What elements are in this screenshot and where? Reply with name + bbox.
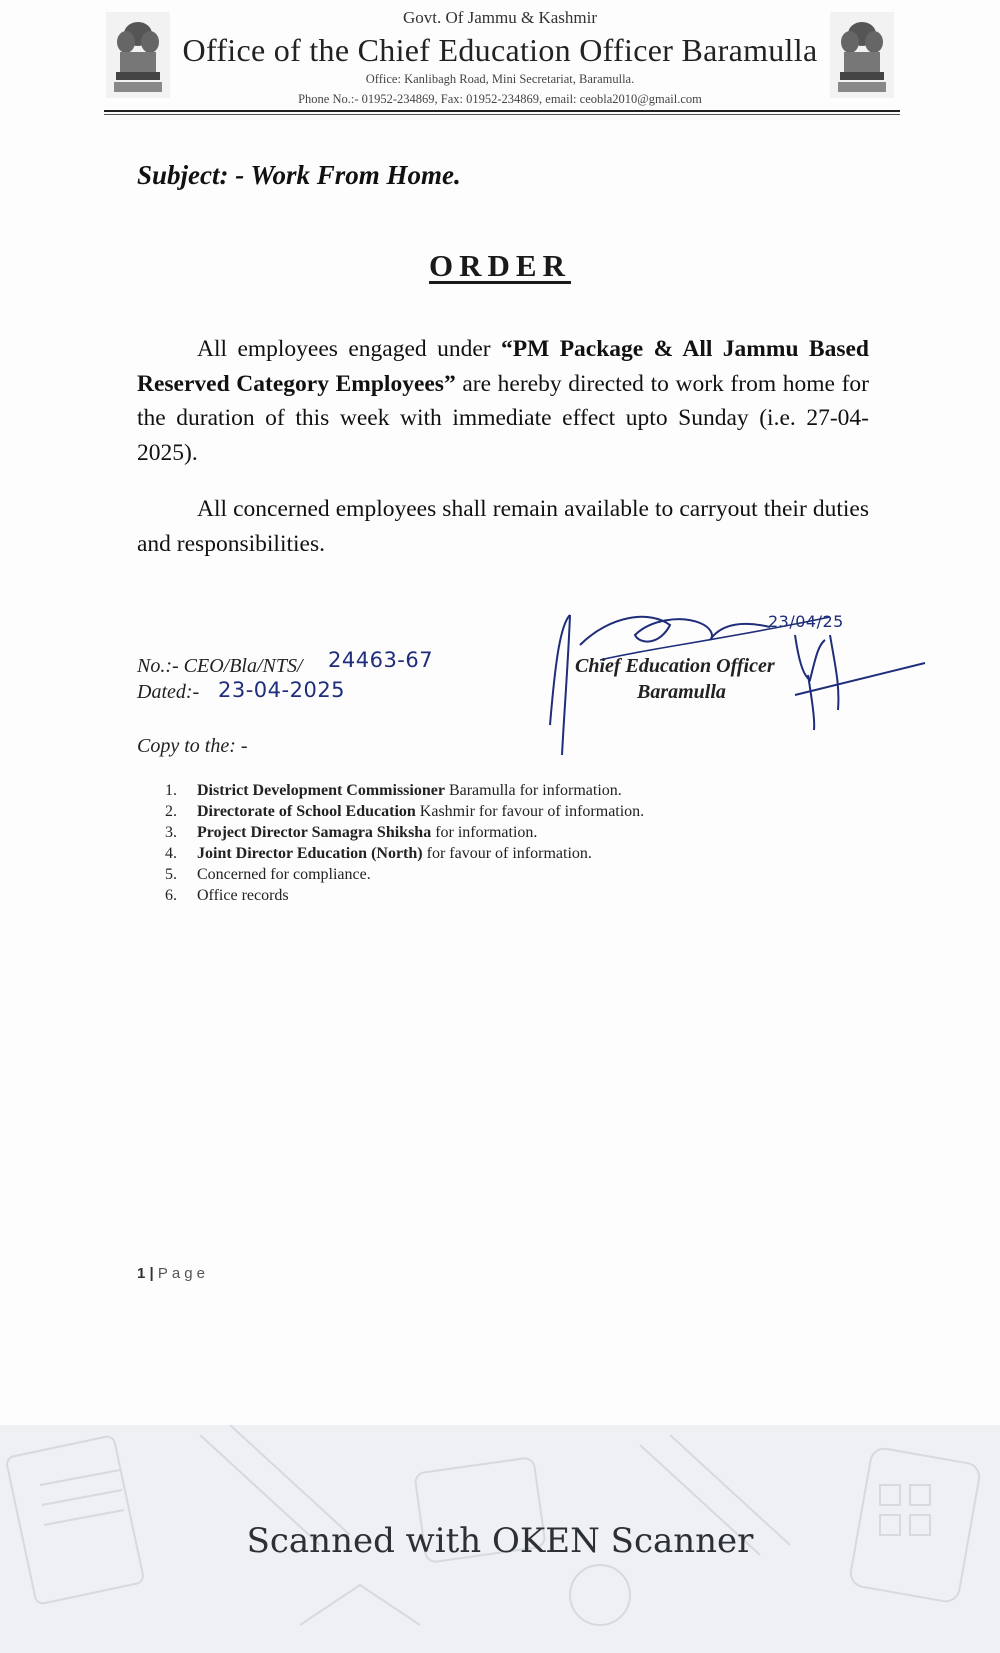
para1-emphasis: “PM Package & All Jammu Based Reserved Category Employees” xyxy=(137,336,870,397)
copy-to-label: Copy to the: - xyxy=(137,735,248,757)
list-item xyxy=(165,885,644,906)
letterhead-govt: Govt. Of Jammu & Kashmir xyxy=(402,8,598,27)
list-number: 2. xyxy=(165,803,177,820)
list-item xyxy=(165,843,644,864)
reference-number-label: No.:- CEO/Bla/NTS/ xyxy=(137,655,303,677)
scanner-watermark-text: Scanned with OKEN Scanner xyxy=(246,1521,754,1561)
letterhead-contact: Phone No.:- 01952-234869, Fax: 01952-234869, email: ceobla2010@gmail.com xyxy=(298,92,702,106)
list-item xyxy=(165,864,644,885)
signatory-place: Baramulla xyxy=(637,681,726,703)
signatory-title: Chief Education Officer xyxy=(575,655,775,677)
letterhead-address: Office: Kanlibagh Road, Mini Secretariat, Baramulla. xyxy=(365,72,635,86)
signature-date-handwritten: 23/04/25 xyxy=(768,612,844,631)
order-paragraph-2: All concerned employees shall remain available to carryout their duties and responsibilities. xyxy=(137,496,869,557)
letterhead-office-name: Office of the Chief Education Officer Baramulla xyxy=(182,32,818,68)
recipient-note: Baramulla for information. xyxy=(444,782,622,799)
scanner-footer xyxy=(0,1425,1000,1653)
page-number xyxy=(137,1265,209,1282)
list-number: 1. xyxy=(165,782,177,799)
recipient-name: District Development Commissioner xyxy=(197,782,445,799)
list-number: 6. xyxy=(165,887,177,904)
list-number: 5. xyxy=(165,866,177,883)
recipient-note: Concerned for compliance. xyxy=(197,866,371,883)
signature-scribble xyxy=(540,605,940,765)
list-number: 3. xyxy=(165,824,177,841)
copy-to-list xyxy=(165,780,644,906)
recipient-note: for favour of information. xyxy=(422,845,592,862)
list-number: 4. xyxy=(165,845,177,862)
dated-label: Dated:- xyxy=(137,681,200,703)
letterhead-rule xyxy=(104,110,900,112)
dated-handwritten: 23-04-2025 xyxy=(218,678,346,702)
list-item xyxy=(165,822,644,843)
page-number-label: Page xyxy=(157,1265,209,1282)
subject-line: Subject: - Work From Home. xyxy=(137,160,461,190)
recipient-name: Directorate of School Education xyxy=(197,803,416,820)
para1-start: All employees engaged under xyxy=(197,336,501,362)
recipient-note: Kashmir for favour of information. xyxy=(415,803,645,820)
list-item xyxy=(165,801,644,822)
order-paragraph-1 xyxy=(137,332,869,470)
page-number-value: 1 xyxy=(137,1265,146,1282)
recipient-name: Joint Director Education (North) xyxy=(197,845,423,862)
para1-end: are hereby directed to work from home for the duration of this week with immediate effect upto Sunday (i.e. 27-04-2025). xyxy=(137,370,869,466)
recipient-note: for information. xyxy=(431,824,538,841)
recipient-name: Project Director Samagra Shiksha xyxy=(197,824,432,841)
list-item xyxy=(165,780,644,801)
page-number-separator: | xyxy=(145,1265,158,1282)
letterhead-rule-thin xyxy=(104,114,900,115)
recipient-note: Office records xyxy=(197,887,289,904)
order-title: ORDER xyxy=(429,248,571,283)
reference-number-handwritten: 24463-67 xyxy=(328,648,434,672)
